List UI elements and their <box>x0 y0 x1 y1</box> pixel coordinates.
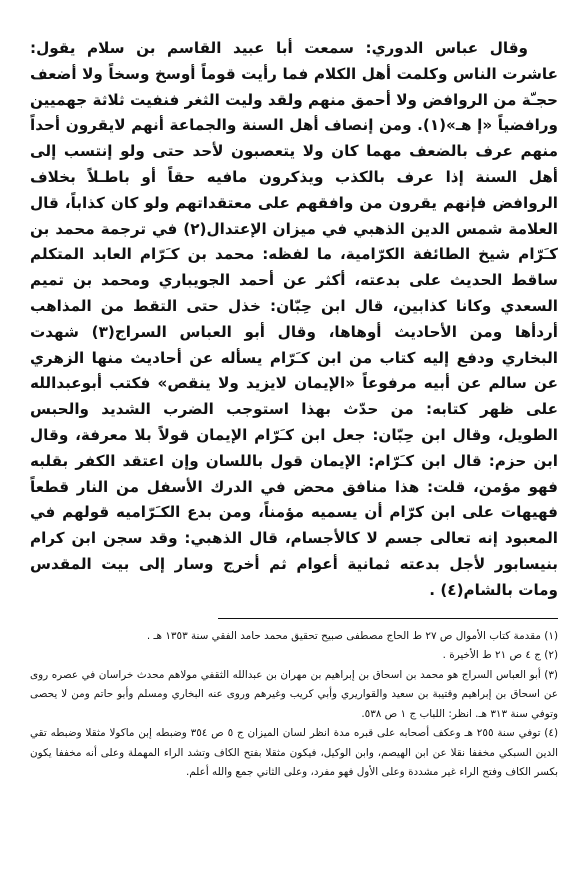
footnote-1 <box>30 627 558 647</box>
footnote-text: ج ٤ ص ٢١ ط الأخيرة . <box>442 649 541 662</box>
footnote-number: (٤) <box>544 727 558 740</box>
main-text <box>30 36 558 604</box>
footnote-number: (٢) <box>544 649 558 662</box>
footnote-text: توفي سنة ٢٥٥ هـ وعكف أصحابه على قبره مدة انظر لسان الميزان ج ٥ ص ٣٥٤ وضبطه إبن ماكولا مثقلا وضبطه تقي الدين السبكي مخففا نقلا عن ابن الهيصم، وابن الوكيل، فيكون مثقلا بفتح الكاف وتشد الراء المهملة وعلى أنه مخففا يكون بكسر الكاف وفتح الراء غير مشددة وعلى الأول فهو مفرد، وعلى الثاني جمع والله أعلم. <box>30 727 558 779</box>
document-page <box>30 36 558 783</box>
footnote-number: (١) <box>544 629 558 642</box>
main-paragraph: وقال عباس الدوري: سمعت أبا عبيد القاسم بن سلام يقول: عاشرت الناس وكلمت أهل الكلام فما رأيت قوماً أوسخ وسخاً ولا أضعف حجـّة من الروافض ولا أحمق منهم ولقد وليت الثغر فنفيت ثلاثة جهميين ورافضياً «إ هـ»(١). ومن إنصاف أهل السنة والجماعة أنهم لايقرون أحداً منهم عرف بالضعف مهما كان ولا يتعصبون لأحد حتى ولو إنتسب إلى أهل السنة إذا عرف بالكذب ويذكرون مافيه حقاً أو باطـلاً بخلاف الروافض فإنهم يقرون من وافقهم على معتقداتهم ولو كان كذاباً، قال العلامة شمس الدين الذهبي في ميزان الإعتدال(٢) في ترجمة محمد بن كـَرّام شيخ الطائفة الكرّامية، ما لفظه: محمد بن كـَرّام العابد المتكلم ساقط الحديث على بدعته، أكثر عن أحمد الجويباري ومحمد بن تميم السعدي وكانا كذابين، قال ابن حِبّان: خذل حتى التقط من المذاهب أردأها ومن الأحاديث أوهاها، وقال أبو العباس السراج(٣) شهدت البخاري ودفع إليه كتاب من ابن كـَرّام يسأله عن أحاديث منها الزهري عن سالم عن أبيه مرفوعاً «الإيمان لايزيد ولا ينقص» فكتب أبوعبدالله على ظهر كتابه: من حدّث بهذا استوجب الضرب الشديد والحبس الطويل، وقال ابن حِبّان: جعل ابن كـَرّام الإيمان قولاً بلا معرفة، وقال ابن حزم: قال ابن كـَرّام: الإيمان قول باللسان وإن اعتقد الكفر بقلبه فهو مؤمن، قلت: هذا منافق محض في الدرك الأسفل من النار قطعاً فهيهات على ابن كرّام أن يسميه مؤمناً، ومن بدع الكـَرّاميه قولهم في المعبود إنه تعالى جسم لا كالأجسام، قال الذهبي: وقد سجن ابن كرام بنيسابور لأجل بدعته ثمانية أعوام ثم أخرج وسار إلى بيت المقدس ومات بالشام(٤) . <box>30 39 559 599</box>
footnote-text: أبو العباس السراج هو محمد بن اسحاق بن إبراهيم بن مهران بن عبدالله الثقفي مولاهم محدث خراسان في عصره روى عن اسحاق بن إبراهيم وقتيبة بن سعيد والقواريري وأبي كريب وغيرهم وروى عنه البخاري ومسلم وأبو حاتم ومن لا يحصى وتوفي سنة ٣١٣ هـ. انظر: اللباب ج ١ ص ٥٣٨. <box>30 668 558 720</box>
footnote-3 <box>30 666 558 725</box>
footnote-2 <box>30 646 558 666</box>
footnote-separator <box>218 618 558 619</box>
footnote-text: مقدمة كتاب الأموال ص ٢٧ ط الحاج مصطفى صبيح تحقيق محمد حامد الفقي سنة ١٣٥٣ هـ . <box>146 629 541 642</box>
footnotes <box>30 627 558 783</box>
footnote-4 <box>30 724 558 783</box>
footnote-number: (٣) <box>544 668 558 681</box>
